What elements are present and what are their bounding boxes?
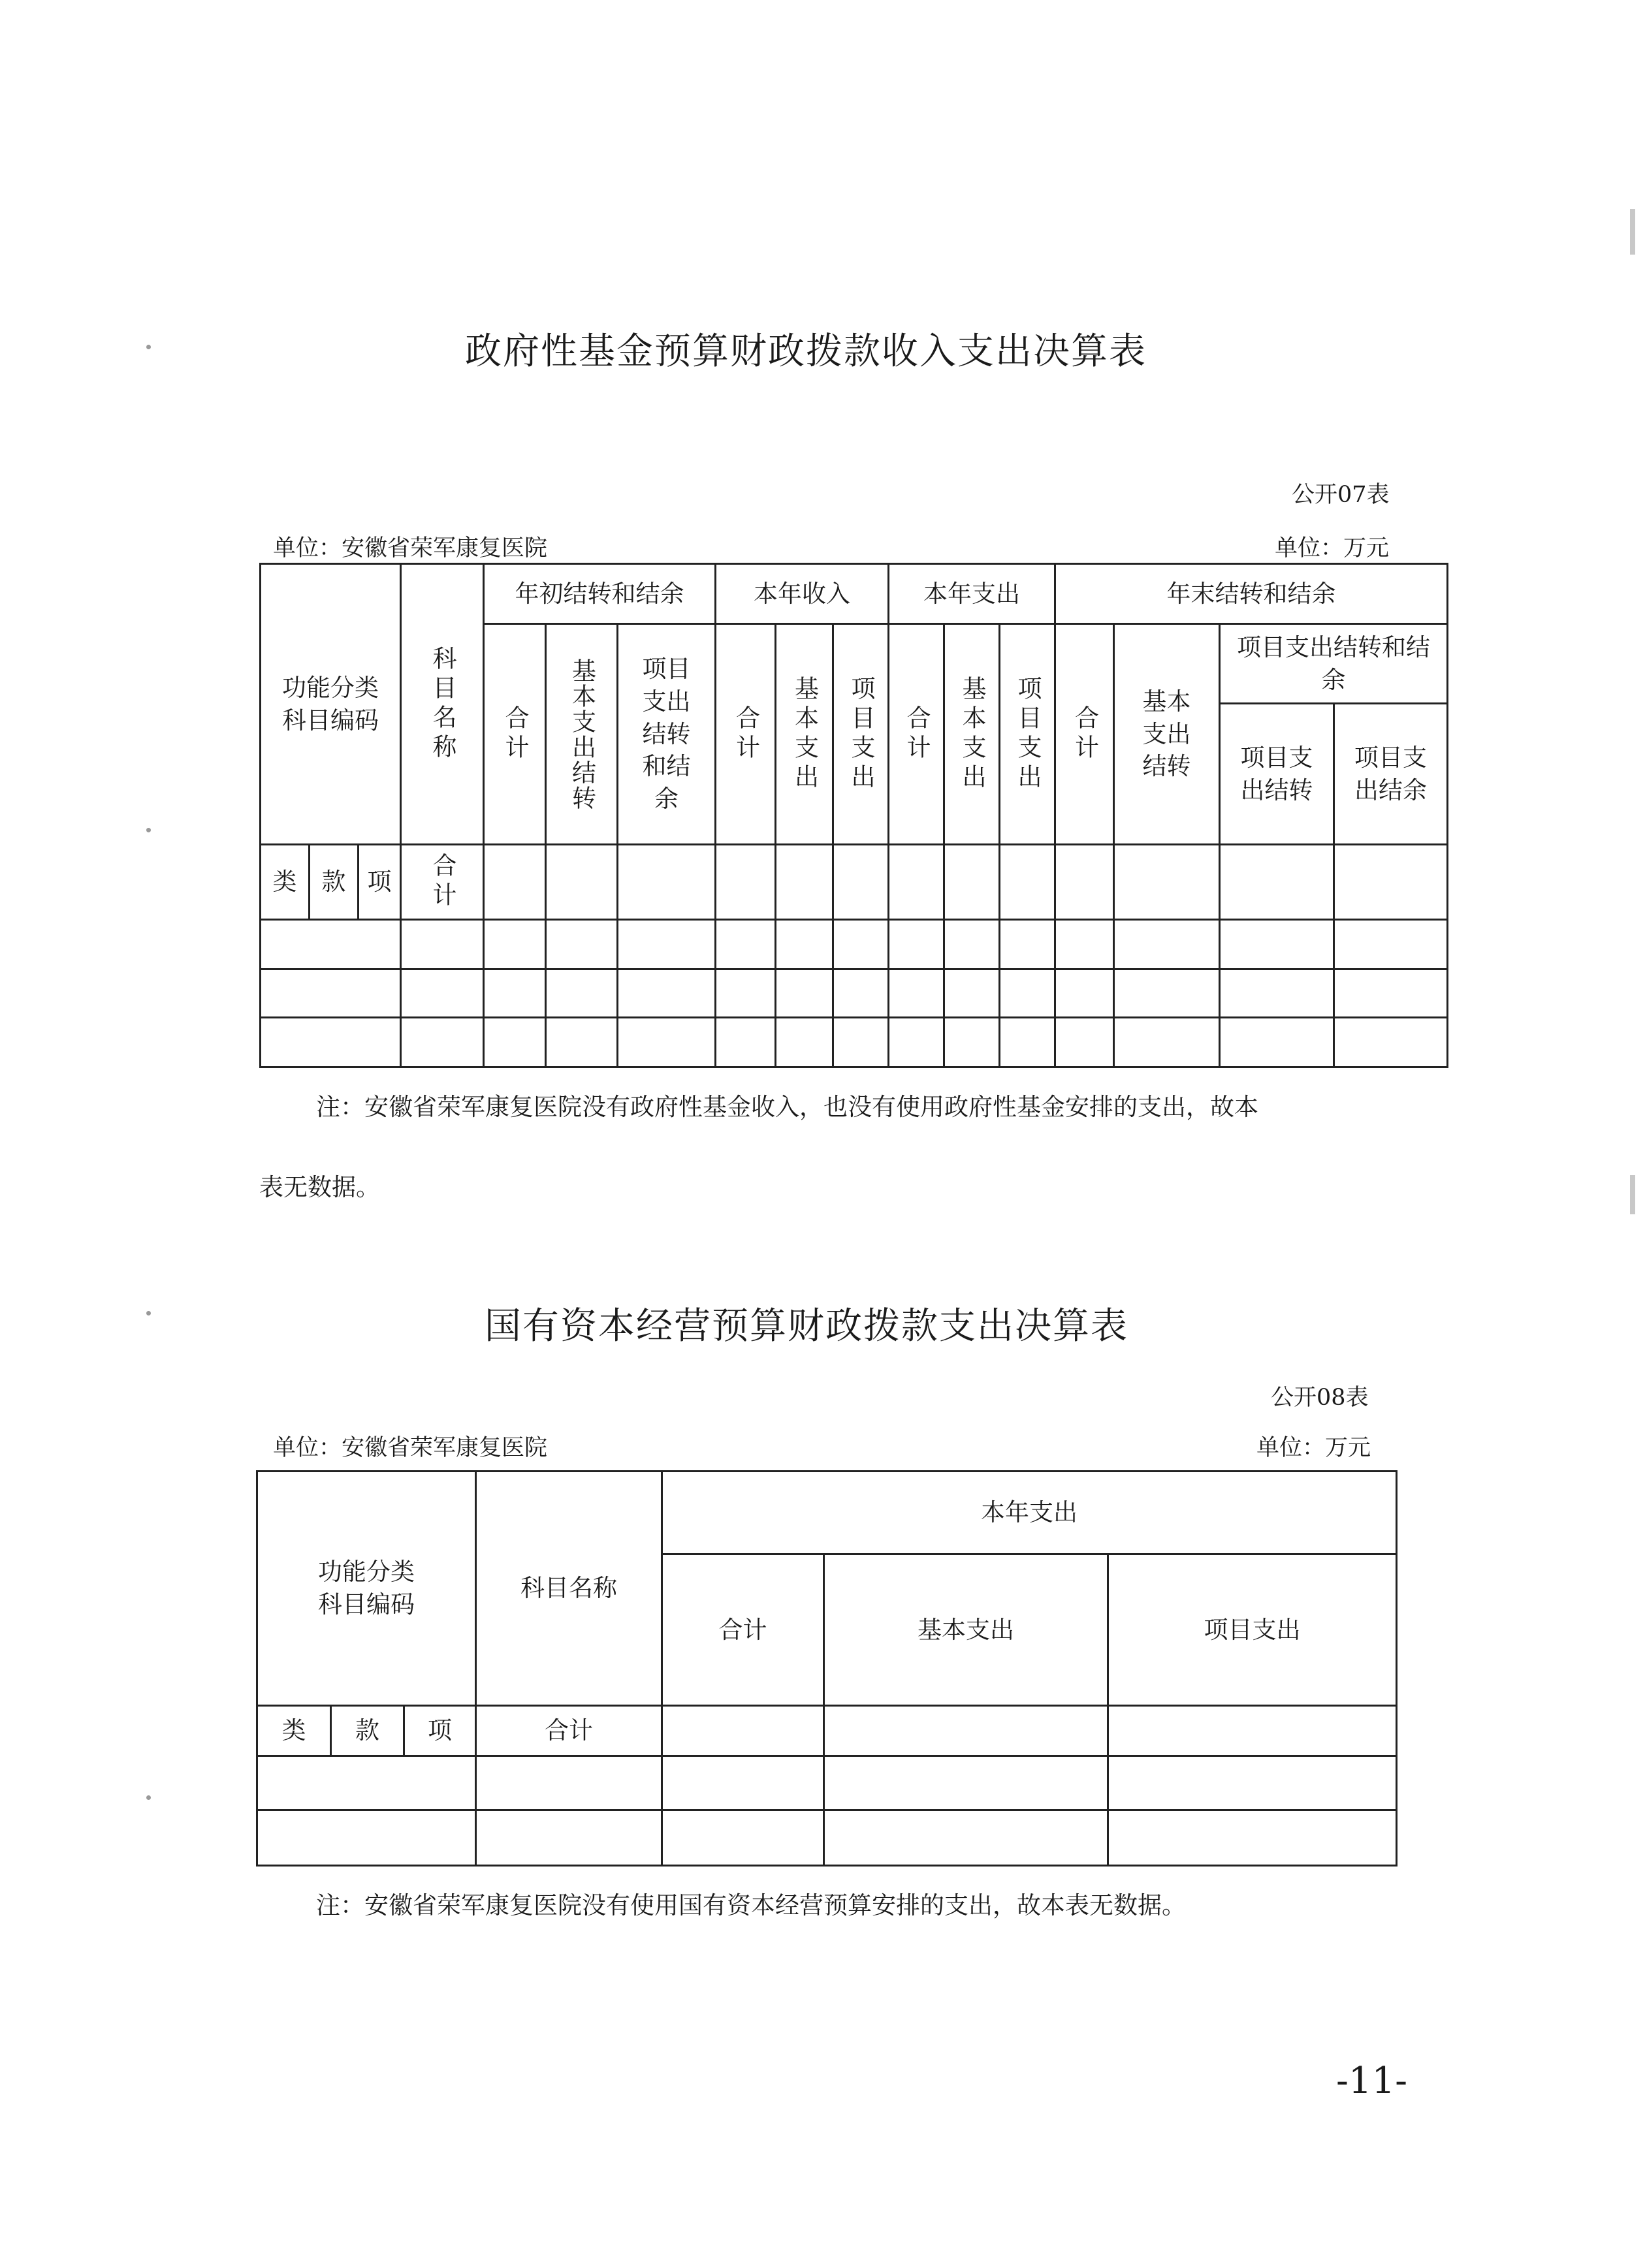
header-basic-expense: 基本支出 [824, 1554, 1108, 1706]
table08 [256, 1470, 1397, 1866]
scan-edge-mark [1630, 1175, 1635, 1214]
header-kuan: 款 [331, 1706, 404, 1756]
table07-unit-money: 单位：万元 [1275, 535, 1390, 561]
scan-dot [146, 1311, 151, 1315]
header-begin-carry-balance: 年初结转和结余 [484, 564, 716, 624]
table08-number: 公开08表 [1271, 1385, 1369, 1411]
row-total-label: 合计 [476, 1706, 662, 1756]
scan-dot [146, 828, 151, 832]
header-func-code: 功能分类科目编码 [261, 564, 401, 845]
header-total: 合计 [1055, 624, 1114, 845]
header-total: 合计 [889, 624, 944, 845]
header-total: 合计 [716, 624, 776, 845]
header-project-carry-balance-end: 项目支出结转和结余 [1220, 624, 1448, 704]
table08-unit-org: 单位：安徽省荣军康复医院 [273, 1435, 548, 1461]
header-lei: 类 [261, 845, 310, 920]
table-row [257, 1756, 1397, 1810]
table-row [261, 969, 1448, 1018]
table-row [261, 1018, 1448, 1067]
header-func-code: 功能分类科目编码 [257, 1472, 476, 1706]
header-end-carry-balance: 年末结转和结余 [1055, 564, 1448, 624]
table08-note: 注：安徽省荣军康复医院没有使用国有资本经营预算安排的支出，故本表无数据。 [316, 1891, 1186, 1919]
header-basic-carry-end: 基本支出结转 [1114, 624, 1220, 845]
table08-title: 国有资本经营预算财政拨款支出决算表 [485, 1305, 1128, 1347]
header-subject-name: 科目名称 [401, 564, 484, 845]
table07 [259, 563, 1448, 1068]
header-xiang: 项 [359, 845, 401, 920]
header-xiang: 项 [404, 1706, 476, 1756]
table07-title: 政府性基金预算财政拨款收入支出决算表 [465, 330, 1147, 373]
table07-note-line2: 表无数据。 [259, 1173, 380, 1201]
header-basic-expense: 基本支出 [944, 624, 1000, 845]
scan-dot [146, 1795, 151, 1800]
scan-edge-mark [1630, 209, 1635, 255]
header-project-expense: 项目支出 [1108, 1554, 1397, 1706]
header-project-carry: 项目支出结转 [1220, 704, 1334, 845]
table-row [261, 920, 1448, 969]
table07-note-line1: 注：安徽省荣军康复医院没有政府性基金收入，也没有使用政府性基金安排的支出，故本 [316, 1093, 1258, 1121]
header-year-income: 本年收入 [716, 564, 889, 624]
header-project-expense: 项目支出 [833, 624, 889, 845]
header-kuan: 款 [310, 845, 359, 920]
header-year-expense: 本年支出 [889, 564, 1055, 624]
header-total: 合计 [484, 624, 546, 845]
header-total: 合计 [662, 1554, 824, 1706]
scan-dot [146, 345, 151, 349]
table07-unit-org: 单位：安徽省荣军康复医院 [273, 535, 548, 561]
header-lei: 类 [257, 1706, 331, 1756]
table08-unit-money: 单位：万元 [1256, 1435, 1371, 1461]
header-project-carry-balance: 项目支出结转和结余 [618, 624, 716, 845]
header-basic-carry: 基本支出结转 [546, 624, 618, 845]
header-subject-name: 科目名称 [476, 1472, 662, 1706]
row-total-label: 合计 [401, 845, 484, 920]
header-project-expense: 项目支出 [1000, 624, 1055, 845]
table07-number: 公开07表 [1292, 482, 1390, 508]
table-row [257, 1810, 1397, 1866]
header-project-balance: 项目支出结余 [1334, 704, 1448, 845]
header-year-expense: 本年支出 [662, 1472, 1397, 1554]
page-number: -11- [1336, 2060, 1408, 2102]
header-basic-expense: 基本支出 [776, 624, 833, 845]
